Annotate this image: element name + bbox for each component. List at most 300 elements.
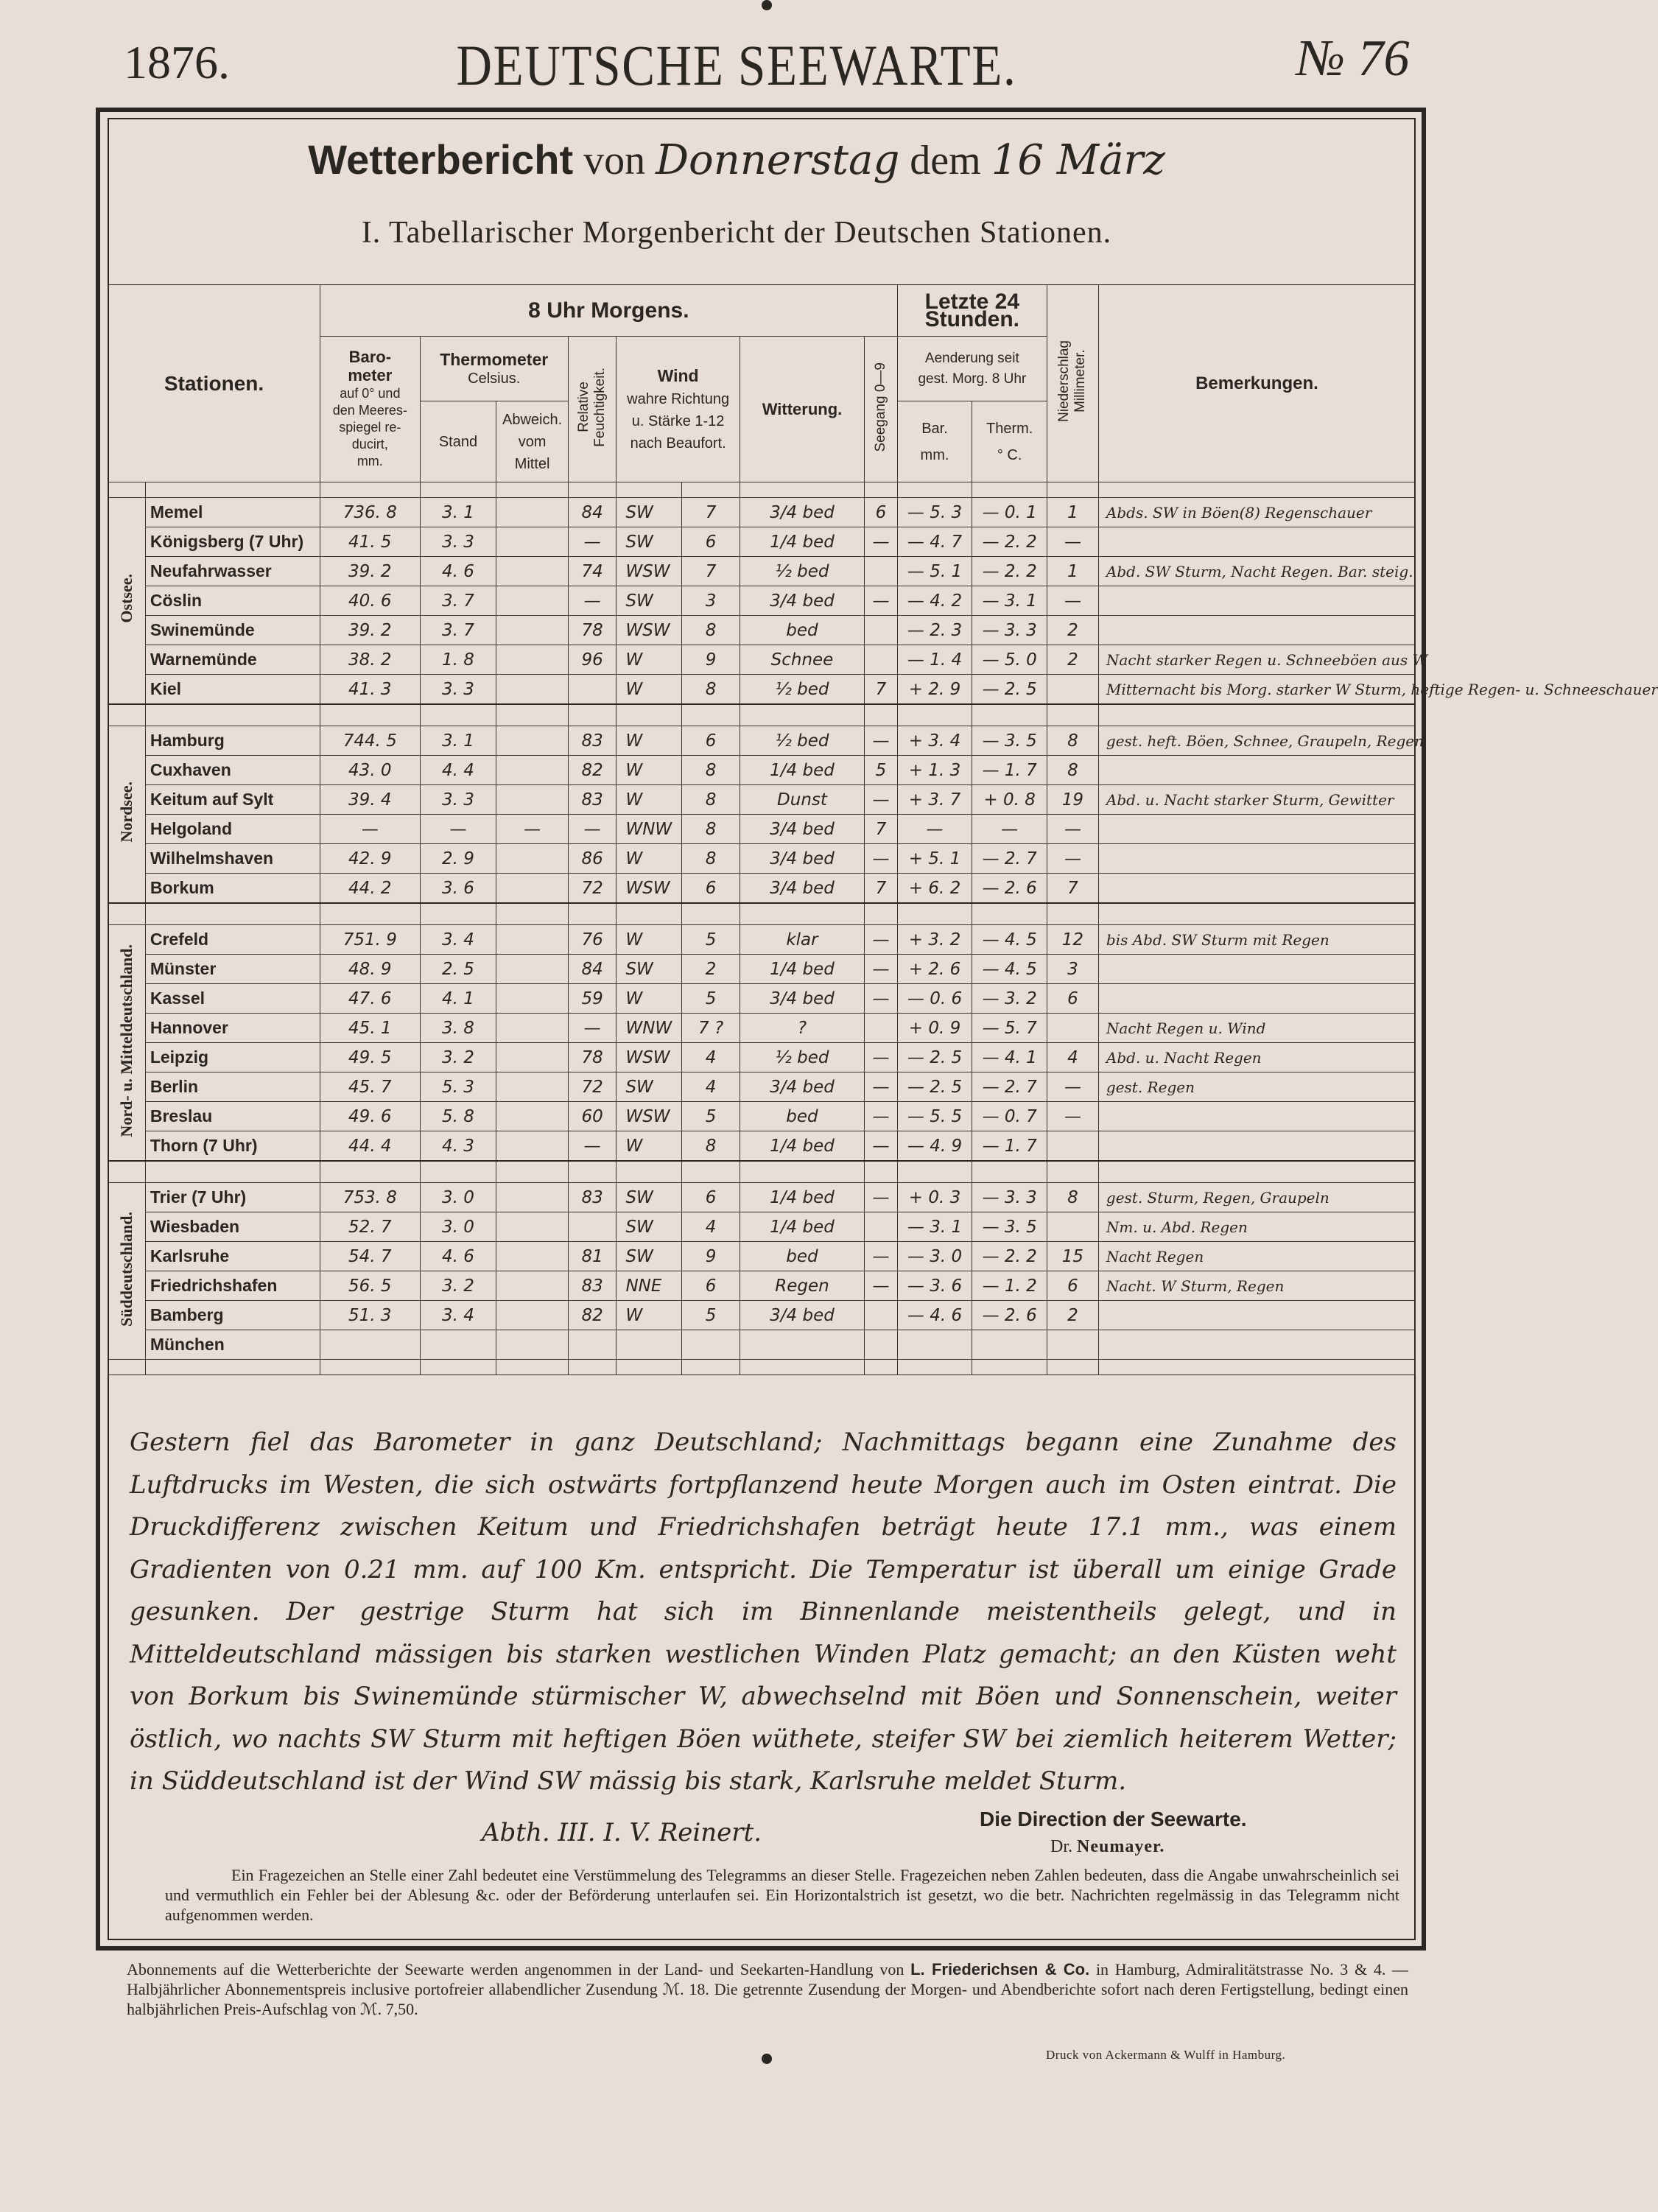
witterung-value: 1/4 bed	[740, 527, 864, 557]
bemerkung	[1098, 586, 1415, 616]
temp-stand: 4. 6	[420, 557, 496, 586]
niederschlag-value	[1047, 1131, 1099, 1162]
temp-abweichung	[496, 1102, 568, 1131]
humidity-value: 72	[568, 1072, 617, 1102]
wind-strength: 4	[682, 1072, 740, 1102]
seegang-value: —	[865, 1271, 897, 1301]
station-name: Berlin	[145, 1072, 320, 1102]
temp-abweichung	[496, 527, 568, 557]
humidity-value: —	[568, 1131, 617, 1162]
station-name: München	[145, 1330, 320, 1360]
barometer-value: 45. 1	[320, 1014, 421, 1043]
temp-stand: 2. 5	[420, 955, 496, 984]
delta-bar: — 0. 6	[897, 984, 972, 1014]
humidity-value: 83	[568, 785, 617, 815]
delta-bar: — 1. 4	[897, 645, 972, 675]
wind-strength: 5	[682, 1301, 740, 1330]
barometer-value: 41. 5	[320, 527, 421, 557]
temp-abweichung	[496, 645, 568, 675]
seegang-value: 7	[865, 675, 897, 705]
temp-stand: 3. 1	[420, 498, 496, 527]
wind-strength: 9	[682, 1242, 740, 1271]
table-row	[108, 1242, 1416, 1271]
witterung-value: 1/4 bed	[740, 955, 864, 984]
temp-stand: 3. 7	[420, 586, 496, 616]
wind-direction: SW	[617, 527, 682, 557]
delta-therm: — 5. 0	[972, 645, 1047, 675]
temp-stand: 3. 8	[420, 1014, 496, 1043]
delta-bar: — 4. 2	[897, 586, 972, 616]
station-name: Neufahrwasser	[145, 557, 320, 586]
bemerkung	[1098, 815, 1415, 844]
barometer-value: 44. 2	[320, 874, 421, 904]
delta-bar: + 1. 3	[897, 756, 972, 785]
delta-therm: — 2. 7	[972, 844, 1047, 874]
table-row	[108, 785, 1416, 815]
footer-part1: Abonnements auf die Wetterberichte der Seewarte werden angenommen in der Land- und Seekarten-Handlung von	[127, 1960, 904, 1978]
witterung-value: 3/4 bed	[740, 586, 864, 616]
humidity-value: 83	[568, 1183, 617, 1212]
temp-abweichung	[496, 925, 568, 955]
signature: Abth. III. I. V. Reinert.	[482, 1818, 762, 1847]
delta-bar: — 4. 7	[897, 527, 972, 557]
col-therm	[972, 401, 1047, 482]
delta-therm: — 4. 5	[972, 925, 1047, 955]
barometer-value: 39. 2	[320, 616, 421, 645]
niederschlag-value: 15	[1047, 1242, 1099, 1271]
wind-strength: 5	[682, 1102, 740, 1131]
wind-direction: W	[617, 726, 682, 756]
delta-bar: — 4. 6	[897, 1301, 972, 1330]
witterung-value: Dunst	[740, 785, 864, 815]
table-row	[108, 844, 1416, 874]
col-wind-l4: nach Beaufort.	[630, 435, 726, 452]
col-barometer-l4: den Meeres-	[332, 403, 407, 418]
direction-name: Die Direction der Seewarte.	[980, 1808, 1247, 1830]
witterung-value: Regen	[740, 1271, 864, 1301]
region-name: Nord- u. Mitteldeutschland.	[116, 944, 136, 1137]
seegang-value: —	[865, 1043, 897, 1072]
table-row	[108, 874, 1416, 904]
col-last24: Letzte 24 Stunden.	[897, 285, 1047, 337]
station-name: Thorn (7 Uhr)	[145, 1131, 320, 1162]
col-therm-l1: Therm.	[986, 420, 1033, 437]
table-row	[108, 675, 1416, 705]
temp-stand: 4. 1	[420, 984, 496, 1014]
delta-bar: — 5. 3	[897, 498, 972, 527]
seegang-value: —	[865, 785, 897, 815]
temp-stand: 3. 7	[420, 616, 496, 645]
temp-abweichung	[496, 1301, 568, 1330]
niederschlag-value	[1047, 675, 1099, 705]
temp-stand: 3. 4	[420, 925, 496, 955]
bemerkung: Nacht starker Regen u. Schneeböen aus W	[1098, 645, 1415, 675]
niederschlag-value: 8	[1047, 726, 1099, 756]
station-name: Kassel	[145, 984, 320, 1014]
station-name: Kiel	[145, 675, 320, 705]
barometer-value: 41. 3	[320, 675, 421, 705]
delta-therm: — 3. 5	[972, 726, 1047, 756]
delta-therm: — 3. 5	[972, 1212, 1047, 1242]
wind-strength: 5	[682, 925, 740, 955]
delta-therm: + 0. 8	[972, 785, 1047, 815]
witterung-value: 1/4 bed	[740, 1131, 864, 1162]
wind-strength: 2	[682, 955, 740, 984]
wind-direction: SW	[617, 1072, 682, 1102]
temp-abweichung	[496, 984, 568, 1014]
barometer-value: 736. 8	[320, 498, 421, 527]
temp-abweichung	[496, 1271, 568, 1301]
station-name: Breslau	[145, 1102, 320, 1131]
bemerkung: gest. Sturm, Regen, Graupeln	[1098, 1183, 1415, 1212]
wind-strength: 5	[682, 984, 740, 1014]
col-wind-l2: wahre Richtung	[627, 390, 730, 407]
col-abweich	[496, 401, 568, 482]
wind-direction: SW	[617, 1242, 682, 1271]
wind-direction: SW	[617, 586, 682, 616]
bemerkung	[1098, 527, 1415, 557]
station-name: Wiesbaden	[145, 1212, 320, 1242]
station-name: Wilhelmshaven	[145, 844, 320, 874]
delta-bar: — 3. 1	[897, 1212, 972, 1242]
humidity-value: 59	[568, 984, 617, 1014]
humidity-value: 74	[568, 557, 617, 586]
delta-therm: —	[972, 815, 1047, 844]
bemerkung	[1098, 1102, 1415, 1131]
witterung-value: 3/4 bed	[740, 984, 864, 1014]
temp-abweichung	[496, 1072, 568, 1102]
niederschlag-value	[1047, 1212, 1099, 1242]
humidity-value: 60	[568, 1102, 617, 1131]
delta-bar: — 5. 1	[897, 557, 972, 586]
seegang-value: —	[865, 925, 897, 955]
barometer-value: 39. 2	[320, 557, 421, 586]
table-row	[108, 756, 1416, 785]
table-row	[108, 557, 1416, 586]
barometer-value: 45. 7	[320, 1072, 421, 1102]
seegang-value	[865, 645, 897, 675]
table-row	[108, 1014, 1416, 1043]
delta-therm: — 2. 6	[972, 874, 1047, 904]
wind-direction: WSW	[617, 616, 682, 645]
seegang-value: —	[865, 1131, 897, 1162]
niederschlag-value	[1047, 1330, 1099, 1360]
bemerkung: Abd. u. Nacht Regen	[1098, 1043, 1415, 1072]
col-barometer-l5: spiegel re-	[339, 420, 401, 435]
delta-therm: — 2. 6	[972, 1301, 1047, 1330]
temp-abweichung	[496, 586, 568, 616]
bemerkung	[1098, 874, 1415, 904]
seegang-value	[865, 1014, 897, 1043]
delta-therm: — 0. 1	[972, 498, 1047, 527]
wind-direction: SW	[617, 498, 682, 527]
wind-direction: W	[617, 1301, 682, 1330]
delta-bar: + 2. 9	[897, 675, 972, 705]
bemerkung: Abd. u. Nacht starker Sturm, Gewitter	[1098, 785, 1415, 815]
niederschlag-value: 8	[1047, 756, 1099, 785]
wind-strength: 6	[682, 726, 740, 756]
seegang-value: —	[865, 1242, 897, 1271]
table-row	[108, 498, 1416, 527]
wind-direction: W	[617, 675, 682, 705]
witterung-value: 1/4 bed	[740, 1212, 864, 1242]
bottom-dot	[762, 2054, 772, 2064]
region-name: Süddeutschland.	[116, 1211, 136, 1327]
temp-stand: 3. 1	[420, 726, 496, 756]
bemerkung: Nacht Regen	[1098, 1242, 1415, 1271]
witterung-value: bed	[740, 1102, 864, 1131]
temp-abweichung	[496, 955, 568, 984]
director-surname: Neumayer.	[1077, 1837, 1165, 1856]
region-label	[108, 1183, 146, 1360]
temp-abweichung	[496, 1014, 568, 1043]
wind-direction: W	[617, 756, 682, 785]
delta-bar: + 3. 7	[897, 785, 972, 815]
delta-therm: — 5. 7	[972, 1014, 1047, 1043]
station-name: Crefeld	[145, 925, 320, 955]
barometer-value: 43. 0	[320, 756, 421, 785]
barometer-value: 751. 9	[320, 925, 421, 955]
col-thermometer-l2: Celsius.	[468, 370, 521, 387]
table-row	[108, 527, 1416, 557]
wind-strength: 8	[682, 616, 740, 645]
temp-stand: 3. 3	[420, 785, 496, 815]
bemerkung	[1098, 1301, 1415, 1330]
col-niederschlag-l1: Niederschlag	[1056, 340, 1072, 422]
temp-stand: 3. 3	[420, 527, 496, 557]
table-row	[108, 645, 1416, 675]
col-morning: 8 Uhr Morgens.	[320, 285, 898, 337]
region-separator	[108, 704, 1416, 726]
wind-strength	[682, 1330, 740, 1360]
table-row	[108, 586, 1416, 616]
humidity-value: 81	[568, 1242, 617, 1271]
seegang-value: —	[865, 1183, 897, 1212]
seegang-value: 7	[865, 874, 897, 904]
station-name: Trier (7 Uhr)	[145, 1183, 320, 1212]
seegang-value	[865, 557, 897, 586]
humidity-value: —	[568, 527, 617, 557]
bemerkung: Nacht. W Sturm, Regen	[1098, 1271, 1415, 1301]
humidity-value	[568, 1330, 617, 1360]
wind-direction: SW	[617, 1212, 682, 1242]
col-wind-l1: Wind	[657, 365, 699, 385]
humidity-value	[568, 1212, 617, 1242]
station-name: Bamberg	[145, 1301, 320, 1330]
region-label	[108, 498, 146, 705]
delta-bar: + 6. 2	[897, 874, 972, 904]
delta-therm: — 2. 2	[972, 527, 1047, 557]
barometer-value	[320, 1330, 421, 1360]
wind-strength: 8	[682, 675, 740, 705]
barometer-value: 47. 6	[320, 984, 421, 1014]
header-title: DEUTSCHE SEEWARTE.	[456, 33, 1017, 97]
report-title-von: von	[583, 138, 646, 183]
col-seegang-label: Seegang 0—9	[872, 362, 888, 452]
report-title-prefix: Wetterbericht	[308, 136, 574, 183]
report-text: Gestern fiel das Barometer in ganz Deutschland; Nachmittags begann eine Zunahme des Luftdrucks im Westen, die sich ostwärts fortpflanzend heute Morgen auch im Osten eintrat. Die Druckdifferenz zwischen Keitum und Friedrichshafen beträgt heute 17.1 mm., was einem Gradienten von 0.21 mm. auf 100 Km. entspricht. Die Temperatur ist überall um einige Grade gesunken. Der gestrige Sturm hat sich im Binnenlande meistentheils gelegt, und in Mitteldeutschland mässigen bis starken westlichen Winden Platz gemacht; an den Küsten weht von Borkum bis Swinemünde stürmischer W, abwechselnd mit Böen und Sonnenschein, weiter östlich, wo nachts SW Sturm mit heftigen Böen wüthete, steifer SW bei ziemlich heiterem Wetter; in Süddeutschland ist der Wind SW mässig bis stark, Karlsruhe meldet Sturm.	[130, 1428, 1397, 1796]
header-year: 1876.	[124, 36, 230, 88]
report-title-date: 16 März	[991, 136, 1165, 184]
col-bemerkungen: Bemerkungen.	[1098, 285, 1415, 482]
humidity-value: 72	[568, 874, 617, 904]
wind-strength: 8	[682, 815, 740, 844]
delta-therm: — 3. 3	[972, 616, 1047, 645]
witterung-value: ½ bed	[740, 675, 864, 705]
station-name: Keitum auf Sylt	[145, 785, 320, 815]
seegang-value	[865, 616, 897, 645]
temp-abweichung	[496, 756, 568, 785]
bemerkung: Nm. u. Abd. Regen	[1098, 1212, 1415, 1242]
witterung-value: 1/4 bed	[740, 756, 864, 785]
col-niederschlag	[1047, 285, 1099, 482]
delta-bar: + 0. 3	[897, 1183, 972, 1212]
wind-strength: 6	[682, 1271, 740, 1301]
bemerkung: Abds. SW in Böen(8) Regenschauer	[1098, 498, 1415, 527]
col-feucht-l2: Feuchtigkeit.	[592, 367, 608, 447]
station-name: Helgoland	[145, 815, 320, 844]
temp-abweichung	[496, 1212, 568, 1242]
station-name: Königsberg (7 Uhr)	[145, 527, 320, 557]
witterung-value: 3/4 bed	[740, 815, 864, 844]
table-row	[108, 1330, 1416, 1360]
wind-direction: SW	[617, 955, 682, 984]
col-feucht	[568, 337, 617, 482]
witterung-value: klar	[740, 925, 864, 955]
bemerkung	[1098, 844, 1415, 874]
station-name: Münster	[145, 955, 320, 984]
wind-strength: 7	[682, 557, 740, 586]
barometer-value: 54. 7	[320, 1242, 421, 1271]
delta-bar: — 2. 5	[897, 1072, 972, 1102]
niederschlag-value: 6	[1047, 1271, 1099, 1301]
wind-strength: 8	[682, 1131, 740, 1162]
wind-strength: 8	[682, 785, 740, 815]
witterung-value: ½ bed	[740, 557, 864, 586]
barometer-value: 49. 6	[320, 1102, 421, 1131]
wind-strength: 4	[682, 1212, 740, 1242]
footnote: Ein Fragezeichen an Stelle einer Zahl bedeutet eine Verstümmelung des Telegramms an dieser Stelle. Fragezeichen neben Zahlen bedeuten, dass die Angabe unwahrscheinlich sei und vermuthlich ein Fehler bei der Ablesung &c. oder der Beförderung unterlaufen sei. Ein Horizontalstrich ist gesetzt, wo die betr. Nachrichten regelmässig in das Telegramm nicht aufgenommen werden.	[165, 1866, 1399, 1924]
humidity-value: 82	[568, 1301, 617, 1330]
humidity-value: 83	[568, 726, 617, 756]
bottom-spacer	[108, 1360, 1416, 1375]
barometer-value: 38. 2	[320, 645, 421, 675]
delta-bar: + 3. 2	[897, 925, 972, 955]
wind-direction: SW	[617, 1183, 682, 1212]
col-bar-l2: mm.	[920, 446, 949, 463]
table-row	[108, 1301, 1416, 1330]
seegang-value	[865, 1301, 897, 1330]
station-name: Hannover	[145, 1014, 320, 1043]
humidity-value: 82	[568, 756, 617, 785]
wind-strength: 6	[682, 1183, 740, 1212]
niederschlag-value: —	[1047, 1072, 1099, 1102]
delta-bar: — 2. 3	[897, 616, 972, 645]
delta-therm: — 3. 1	[972, 586, 1047, 616]
delta-therm: — 1. 7	[972, 1131, 1047, 1162]
humidity-value: 96	[568, 645, 617, 675]
temp-abweichung	[496, 1330, 568, 1360]
table-row	[108, 815, 1416, 844]
table-row	[108, 726, 1416, 756]
seegang-value: —	[865, 726, 897, 756]
temp-abweichung	[496, 874, 568, 904]
humidity-value	[568, 675, 617, 705]
delta-therm: — 2. 5	[972, 675, 1047, 705]
temp-stand: 4. 4	[420, 756, 496, 785]
table-row	[108, 925, 1416, 955]
delta-therm: — 3. 2	[972, 984, 1047, 1014]
wind-direction: W	[617, 925, 682, 955]
delta-therm: — 2. 7	[972, 1072, 1047, 1102]
temp-abweichung	[496, 844, 568, 874]
bemerkung	[1098, 955, 1415, 984]
niederschlag-value: 3	[1047, 955, 1099, 984]
wind-strength: 9	[682, 645, 740, 675]
temp-stand: 4. 3	[420, 1131, 496, 1162]
col-feucht-l1: Relative	[576, 382, 592, 432]
col-therm-l2: ° C.	[997, 446, 1022, 463]
region-separator	[108, 903, 1416, 925]
delta-bar: — 3. 6	[897, 1271, 972, 1301]
temp-abweichung	[496, 726, 568, 756]
delta-therm: — 2. 2	[972, 557, 1047, 586]
temp-abweichung	[496, 557, 568, 586]
station-name: Karlsruhe	[145, 1242, 320, 1271]
temp-stand: 3. 6	[420, 874, 496, 904]
barometer-value: 56. 5	[320, 1271, 421, 1301]
delta-therm: — 3. 3	[972, 1183, 1047, 1212]
bemerkung: Nacht Regen u. Wind	[1098, 1014, 1415, 1043]
table-row	[108, 1183, 1416, 1212]
temp-abweichung	[496, 1043, 568, 1072]
humidity-value: —	[568, 1014, 617, 1043]
station-name: Leipzig	[145, 1043, 320, 1072]
director-name	[1050, 1837, 1165, 1857]
niederschlag-value: —	[1047, 527, 1099, 557]
bemerkung: bis Abd. SW Sturm mit Regen	[1098, 925, 1415, 955]
delta-bar: — 2. 5	[897, 1043, 972, 1072]
temp-stand: 2. 9	[420, 844, 496, 874]
station-name: Warnemünde	[145, 645, 320, 675]
station-name: Cöslin	[145, 586, 320, 616]
col-bar	[897, 401, 972, 482]
col-abweich-l3: Mittel	[514, 455, 550, 472]
wind-direction: WSW	[617, 874, 682, 904]
barometer-value: 51. 3	[320, 1301, 421, 1330]
niederschlag-value: 19	[1047, 785, 1099, 815]
temp-stand: —	[420, 815, 496, 844]
report-title-dem: dem	[910, 138, 981, 183]
top-dot	[762, 0, 772, 10]
humidity-value: 78	[568, 616, 617, 645]
station-name: Memel	[145, 498, 320, 527]
table-row	[108, 1102, 1416, 1131]
bemerkung	[1098, 1131, 1415, 1162]
barometer-value: 48. 9	[320, 955, 421, 984]
top-spacer	[108, 482, 1416, 498]
seegang-value: —	[865, 955, 897, 984]
bemerkung: gest. heft. Böen, Schnee, Graupeln, Regen	[1098, 726, 1415, 756]
col-barometer-l3: auf 0° und	[340, 386, 401, 401]
col-barometer	[320, 337, 421, 482]
barometer-value: 40. 6	[320, 586, 421, 616]
bemerkung	[1098, 756, 1415, 785]
wind-direction: WSW	[617, 1102, 682, 1131]
region-name: Ostsee.	[116, 574, 136, 623]
temp-stand: 3. 2	[420, 1043, 496, 1072]
temp-abweichung	[496, 616, 568, 645]
